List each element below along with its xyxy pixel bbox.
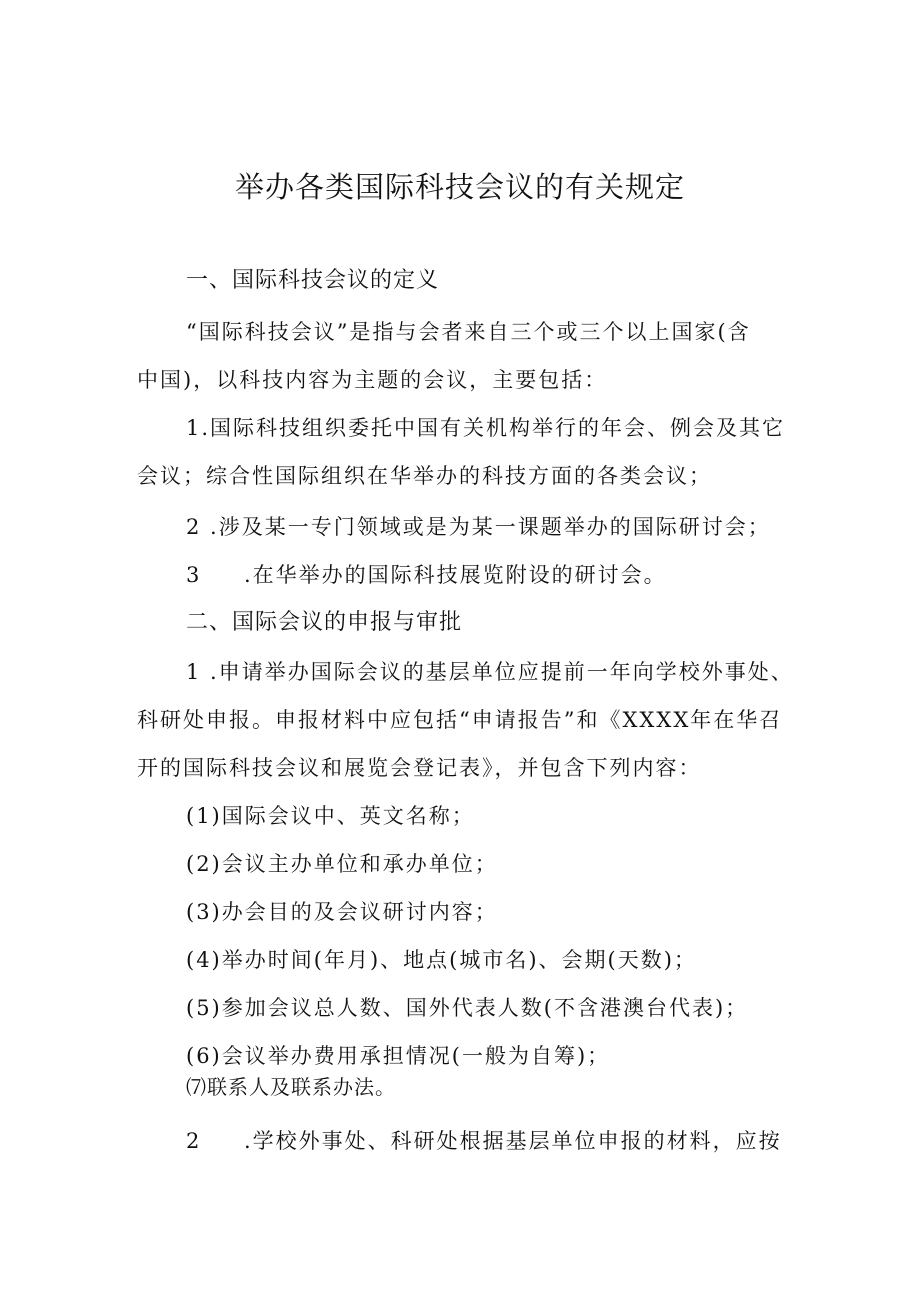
list-item-2 xyxy=(186,1127,782,1155)
list-item: (1)国际会议中、英文名称； xyxy=(186,804,475,828)
list-item-text: .在华举办的国际科技展览附设的研讨会。 xyxy=(244,563,667,587)
paragraph-line: “国际科技会议”是指与会者来自三个或三个以上国家(含 xyxy=(186,320,751,344)
paragraph-line: 科研处申报。申报材料中应包括“申请报告”和《XXXX年在华召 xyxy=(137,708,783,732)
list-item: ⑺联系人及联系办法。 xyxy=(186,1075,396,1099)
paragraph-line: 1.国际科技组织委托中国有关机构举行的年会、例会及其它 xyxy=(186,416,786,440)
document-title: 举办各类国际科技会议的有关规定 xyxy=(234,170,685,204)
paragraph-line: 1 .申请举办国际会议的基层单位应提前一年向学校外事处、 xyxy=(186,660,794,684)
list-item-text: .学校外事处、科研处根据基层单位申报的材料，应按 xyxy=(244,1129,782,1153)
section-heading-definition: 一、国际科技会议的定义 xyxy=(186,268,440,293)
list-item: (2)会议主办单位和承办单位； xyxy=(186,852,498,876)
paragraph-line: 开的国际科技会议和展览会登记表》，并包含下列内容： xyxy=(137,756,702,780)
list-item: (3)办会目的及会议研讨内容； xyxy=(186,900,498,924)
list-item-3 xyxy=(186,561,667,589)
paragraph-line: 会议；综合性国际组织在华举办的科技方面的各类会议； xyxy=(137,464,712,488)
section-heading-application: 二、国际会议的申报与审批 xyxy=(186,610,463,635)
list-item-number: 2 xyxy=(186,1129,200,1153)
paragraph-line: 2 .涉及某一专门领域或是为某一课题举办的国际研讨会； xyxy=(186,515,771,539)
list-item: (5)参加会议总人数、国外代表人数(不含港澳台代表)； xyxy=(186,996,749,1020)
list-item: (4)举办时间(年月)、地点(城市名)、会期(天数)； xyxy=(186,948,697,972)
list-item-number: 3 xyxy=(186,563,200,587)
paragraph-line: 中国)，以科技内容为主题的会议，主要包括： xyxy=(137,368,608,392)
list-item: (6)会议举办费用承担情况(一般为自筹)； xyxy=(186,1044,611,1068)
